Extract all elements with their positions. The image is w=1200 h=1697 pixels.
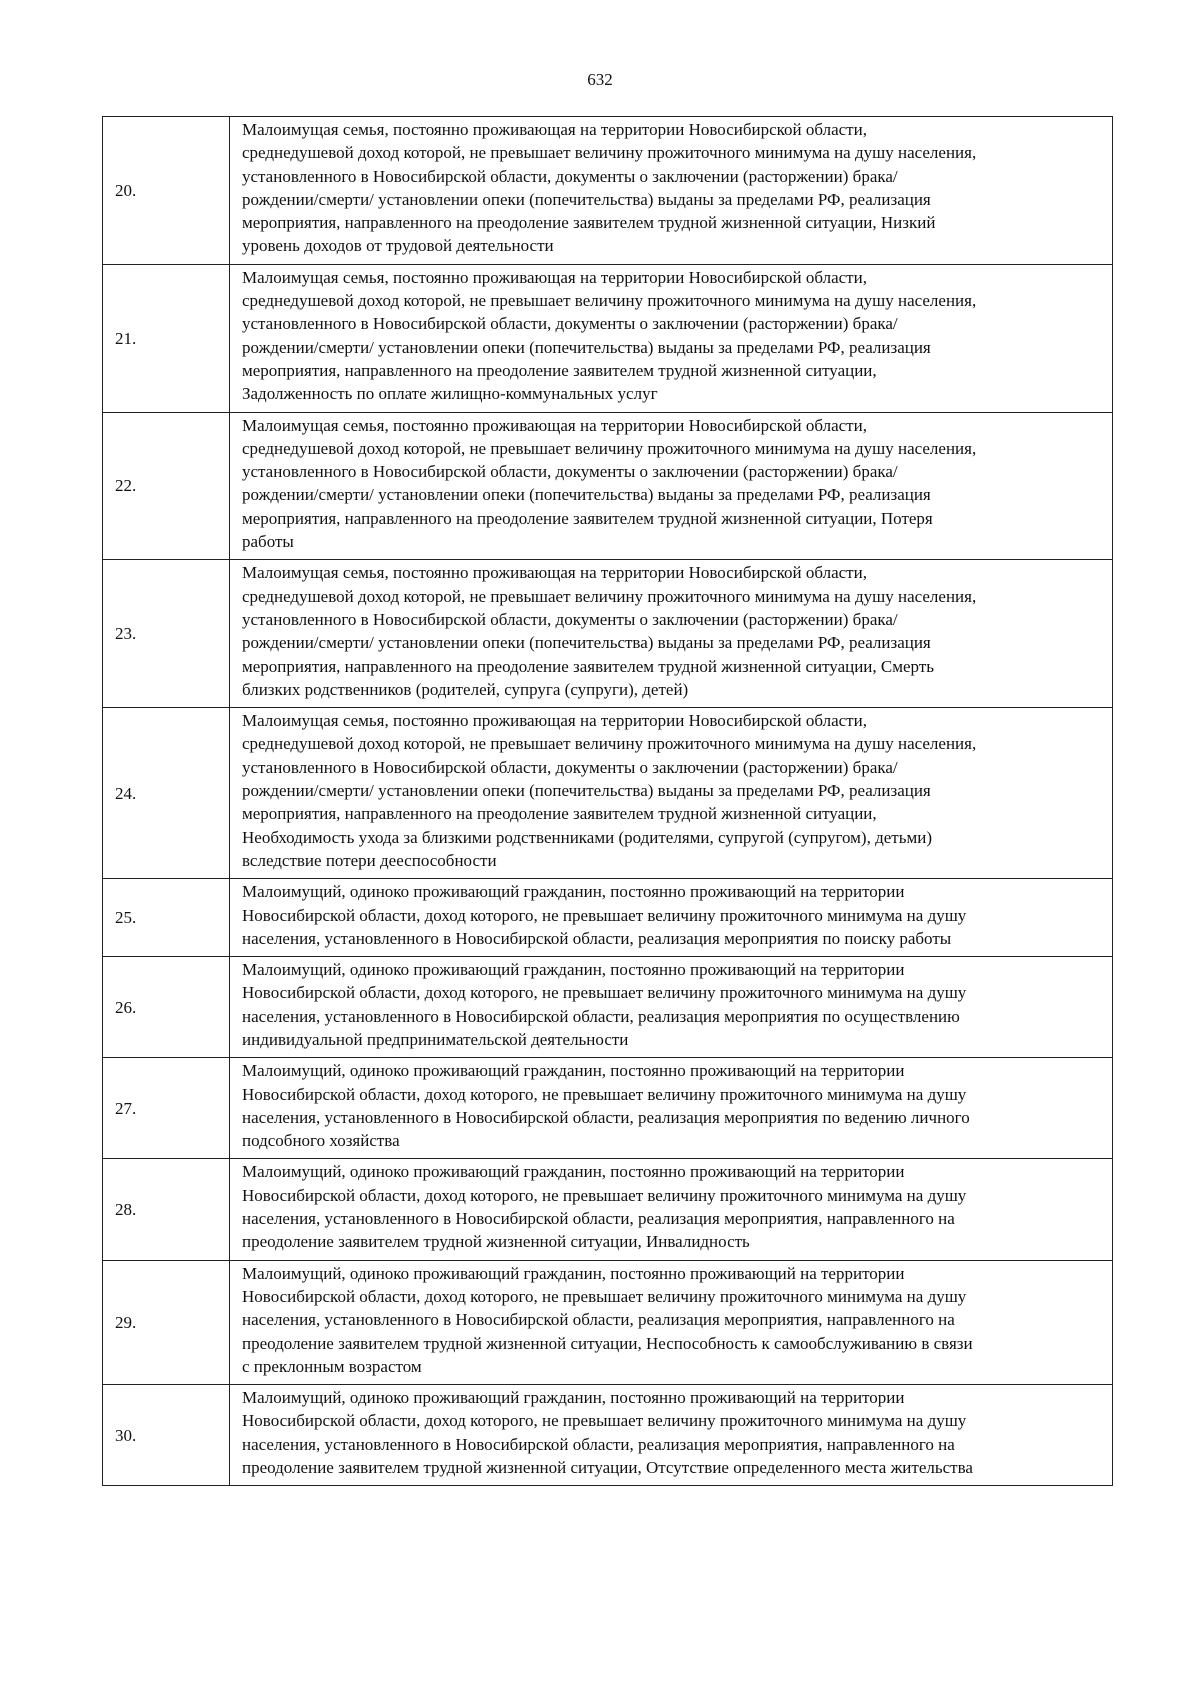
row-number: 24. [103, 708, 230, 879]
description-line: среднедушевой доход которой, не превышает величину прожиточного минимума на душу населения, [242, 734, 977, 754]
description-line: рождении/смерти/ установлении опеки (попечительства) выданы за пределами РФ, реализация [242, 485, 931, 505]
row-description [230, 1159, 1113, 1260]
description-line: с преклонным возрастом [242, 1356, 422, 1376]
description-line: Малоимущий, одиноко проживающий гражданин, постоянно проживающий на территории [242, 1162, 905, 1182]
description-line: населения, установленного в Новосибирской области, реализация мероприятия по осуществлению [242, 1006, 960, 1026]
description-line: Малоимущая семья, постоянно проживающая на территории Новосибирской области, [242, 267, 867, 287]
description-line: мероприятия, направленного на преодоление заявителем трудной жизненной ситуации, Низкий [242, 213, 936, 233]
row-number: 26. [103, 957, 230, 1058]
table-row [103, 1260, 1113, 1384]
description-line: Малоимущий, одиноко проживающий гражданин, постоянно проживающий на территории [242, 960, 905, 980]
table-row [103, 560, 1113, 708]
description-line: мероприятия, направленного на преодоление заявителем трудной жизненной ситуации, Потеря [242, 508, 933, 528]
description-line: населения, установленного в Новосибирской области, реализация мероприятия, направленного на [242, 1209, 955, 1229]
row-number: 25. [103, 879, 230, 957]
row-number: 27. [103, 1058, 230, 1159]
table-row [103, 264, 1113, 412]
description-line: среднедушевой доход которой, не превышает величину прожиточного минимума на душу населения, [242, 438, 977, 458]
description-line: установленного в Новосибирской области, документы о заключении (расторжении) брака/ [242, 609, 898, 629]
description-line: Задолженность по оплате жилищно-коммунальных услуг [242, 384, 658, 404]
description-line: установленного в Новосибирской области, документы о заключении (расторжении) брака/ [242, 757, 898, 777]
description-line: Новосибирской области, доход которого, не превышает величину прожиточного минимума на душу [242, 1084, 967, 1104]
row-number: 20. [103, 117, 230, 265]
description-line: среднедушевой доход которой, не превышает величину прожиточного минимума на душу населения, [242, 143, 977, 163]
row-number: 29. [103, 1260, 230, 1384]
description-line: среднедушевой доход которой, не превышает величину прожиточного минимума на душу населения, [242, 586, 977, 606]
description-line: Малоимущий, одиноко проживающий гражданин, постоянно проживающий на территории [242, 1263, 905, 1283]
description-line: установленного в Новосибирской области, документы о заключении (расторжении) брака/ [242, 166, 898, 186]
row-number: 30. [103, 1385, 230, 1486]
row-number: 23. [103, 560, 230, 708]
description-line: Малоимущий, одиноко проживающий гражданин, постоянно проживающий на территории [242, 1388, 905, 1408]
description-line: преодоление заявителем трудной жизненной ситуации, Инвалидность [242, 1232, 750, 1252]
table-row [103, 412, 1113, 560]
description-line: преодоление заявителем трудной жизненной ситуации, Отсутствие определенного места жительства [242, 1458, 973, 1478]
description-line: Необходимость ухода за близкими родственниками (родителями, супругой (супругом), детьми) [242, 827, 932, 847]
row-description [230, 560, 1113, 708]
row-number: 28. [103, 1159, 230, 1260]
measures-table [102, 116, 1113, 1486]
description-line: Малоимущая семья, постоянно проживающая на территории Новосибирской области, [242, 563, 867, 583]
description-line: мероприятия, направленного на преодоление заявителем трудной жизненной ситуации, [242, 360, 877, 380]
table-row [103, 1159, 1113, 1260]
row-description [230, 879, 1113, 957]
description-line: населения, установленного в Новосибирской области, реализация мероприятия по ведению личного [242, 1107, 970, 1127]
description-line: подсобного хозяйства [242, 1131, 400, 1151]
table-body [103, 117, 1113, 1486]
description-line: Малоимущий, одиноко проживающий гражданин, постоянно проживающий на территории [242, 1061, 905, 1081]
description-line: Малоимущая семья, постоянно проживающая на территории Новосибирской области, [242, 415, 867, 435]
row-description [230, 957, 1113, 1058]
table-row [103, 957, 1113, 1058]
description-line: Малоимущий, одиноко проживающий гражданин, постоянно проживающий на территории [242, 882, 905, 902]
description-line: Новосибирской области, доход которого, не превышает величину прожиточного минимума на душу [242, 1411, 967, 1431]
row-description [230, 412, 1113, 560]
description-line: работы [242, 532, 294, 552]
description-line: вследствие потери дееспособности [242, 850, 497, 870]
description-line: установленного в Новосибирской области, документы о заключении (расторжении) брака/ [242, 314, 898, 334]
description-line: уровень доходов от трудовой деятельности [242, 236, 554, 256]
description-line: Малоимущая семья, постоянно проживающая на территории Новосибирской области, [242, 711, 867, 731]
description-line: мероприятия, направленного на преодоление заявителем трудной жизненной ситуации, Смерть [242, 656, 935, 676]
table-row [103, 117, 1113, 265]
table-row [103, 1058, 1113, 1159]
description-line: рождении/смерти/ установлении опеки (попечительства) выданы за пределами РФ, реализация [242, 337, 931, 357]
row-description [230, 1058, 1113, 1159]
description-line: установленного в Новосибирской области, документы о заключении (расторжении) брака/ [242, 462, 898, 482]
description-line: населения, установленного в Новосибирской области, реализация мероприятия по поиску работы [242, 928, 952, 948]
page-number: 632 [587, 70, 613, 89]
description-line: населения, установленного в Новосибирской области, реализация мероприятия, направленного на [242, 1434, 955, 1454]
table-row [103, 1385, 1113, 1486]
description-line: Новосибирской области, доход которого, не превышает величину прожиточного минимума на душу [242, 905, 967, 925]
row-description [230, 264, 1113, 412]
description-line: рождении/смерти/ установлении опеки (попечительства) выданы за пределами РФ, реализация [242, 189, 931, 209]
description-line: мероприятия, направленного на преодоление заявителем трудной жизненной ситуации, [242, 804, 877, 824]
row-description [230, 1385, 1113, 1486]
table-row [103, 879, 1113, 957]
description-line: преодоление заявителем трудной жизненной ситуации, Неспособность к самообслуживанию в связи [242, 1333, 973, 1353]
description-line: близких родственников (родителей, супруга (супруги), детей) [242, 679, 689, 699]
description-line: населения, установленного в Новосибирской области, реализация мероприятия, направленного на [242, 1310, 955, 1330]
description-line: рождении/смерти/ установлении опеки (попечительства) выданы за пределами РФ, реализация [242, 633, 931, 653]
description-line: Новосибирской области, доход которого, не превышает величину прожиточного минимума на душу [242, 983, 967, 1003]
description-line: Малоимущая семья, постоянно проживающая на территории Новосибирской области, [242, 120, 867, 139]
row-description [230, 1260, 1113, 1384]
description-line: Новосибирской области, доход которого, не превышает величину прожиточного минимума на душу [242, 1185, 967, 1205]
description-line: среднедушевой доход которой, не превышает величину прожиточного минимума на душу населения, [242, 291, 977, 311]
description-line: рождении/смерти/ установлении опеки (попечительства) выданы за пределами РФ, реализация [242, 781, 931, 801]
row-number: 22. [103, 412, 230, 560]
row-number: 21. [103, 264, 230, 412]
row-description [230, 708, 1113, 879]
table-row [103, 708, 1113, 879]
description-line: индивидуальной предпринимательской деятельности [242, 1029, 629, 1049]
row-description [230, 117, 1113, 265]
description-line: Новосибирской области, доход которого, не превышает величину прожиточного минимума на душу [242, 1286, 967, 1306]
